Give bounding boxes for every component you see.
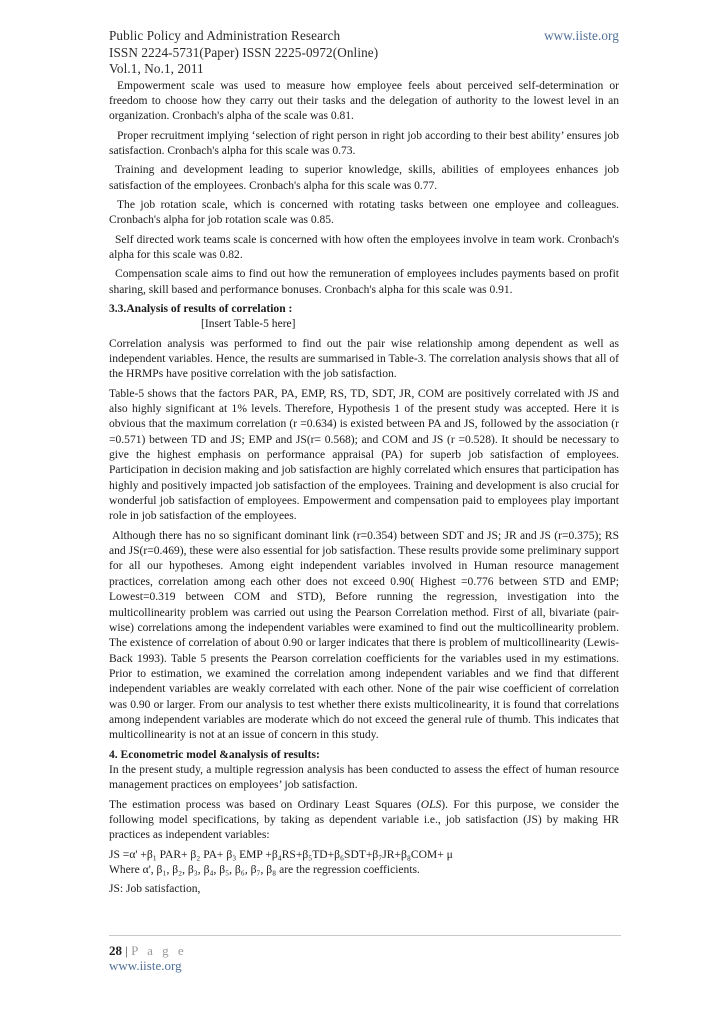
header-website-link[interactable]: www.iiste.org <box>544 28 619 43</box>
volume-line: Vol.1, No.1, 2011 <box>109 61 204 76</box>
paragraph-self-directed-teams: Self directed work teams scale is concerned with how often the employees involve in team work. Cronbach's alpha for this scale was 0.82. <box>109 233 619 261</box>
page-word: P a g e <box>131 943 187 958</box>
regression-equation: JS =α' +β₁ PAR+ β₂ PA+ β₃ EMP +β₄RS+β₅TD+β₆SDT+β₇JR+β₈COM+ μ <box>109 848 453 861</box>
paragraph-multicollinearity: Although there has no so significant dominant link (r=0.354) between SDT and JS; JR and JS (r=0.375); RS and JS(r=0.469), these were also essential for job satisfaction. These results provide some preliminary support for all our hypotheses. Among eight independent variables involved in Human resource management practices, correlation among each other does not exceed 0.90( Highest =0.776 between STD and EMP; Lowest=0.319 between COM and STD), Before running the regression, investigation into the multicollinearity problem was carried out using the Pearson Correlation method. First of all, bivariate (pair-wise) correlations among the independent variables were examined to find out the multicollinearity problem. The existence of correlation of about 0.90 or larger indicates that there is problem of multicollinearity (Lewis-Back 1993). Table 5 presents the Pearson correlation coefficients for the variables used in my estimations. Prior to estimation, we examined the correlation among independent variables and we find that different independent variables are weakly correlated with each other. None of the pair wise coefficient of correlation was 0.90 or larger. From our analysis to test whether there exists multicolinearity, it is found that correlations among independent variables are moderate which do not exceed the general rule of thumb. This indicates that multicollinearity is not at an issue of concern in this study. <box>109 529 619 742</box>
page-content <box>109 28 619 898</box>
paragraph-estimation <box>109 798 619 844</box>
table-placeholder: [Insert Table-5 here] <box>201 318 296 331</box>
estimation-text-start: The estimation process was based on Ordinary Least Squares ( <box>109 798 421 811</box>
journal-title: Public Policy and Administration Research <box>109 28 341 43</box>
page-separator: | <box>125 943 128 958</box>
page-header <box>109 28 619 78</box>
paragraph-empowerment: Empowerment scale was used to measure how employee feels about perceived self-determination or freedom to choose how they carry out their tasks and the delegation of authority to the lowest level in an organization. Cronbach's alpha of the scale was 0.81. <box>109 79 619 123</box>
coefficients-definition: Where α', β₁, β₂, β₃, β₄, β₅, β₆, β₇, β₈ are the regression coefficients. <box>109 864 420 876</box>
footer-divider <box>109 935 621 936</box>
paragraph-table5-results: Table-5 shows that the factors PAR, PA, EMP, RS, TD, SDT, JR, COM are positively correlated with JS and also highly significant at 1% levels. Therefore, Hypothesis 1 of the present study was accepted. Here it is obvious that the maximum correlation (r =0.634) is existed between PA and JS, followed by the association (r =0.571) between TD and JS; EMP and JS(r= 0.568); and COM and JS (r =0.528). It should be necessary to give the highest emphasis on performance appraisal (PA) for superb job satisfaction of employees. Participation in decision making and job satisfaction are highly correlated which ensures that participation has highly and positively impacted job satisfaction of the employees. Training and development is also crucial for wonderful job satisfaction of employees. Empowerment and compensation paid to employees play important role in job satisfaction of the employees. <box>109 387 619 523</box>
article-body <box>109 79 619 898</box>
page-number-line <box>109 943 621 958</box>
footer-website-link[interactable]: www.iiste.org <box>109 958 182 973</box>
paragraph-job-rotation: The job rotation scale, which is concerned with rotating tasks between one employee and colleagues. Cronbach's alpha for job rotation scale was 0.85. <box>109 198 619 227</box>
paragraph-recruitment: Proper recruitment implying ‘selection of right person in right job according to their best ability’ ensures job satisfaction. Cronbach's alpha for this scale was 0.73. <box>109 129 619 157</box>
paragraph-regression-intro: In the present study, a multiple regression analysis has been conducted to assess the effect of human resource management practices on employees’ job satisfaction. <box>109 763 619 792</box>
paragraph-correlation-intro: Correlation analysis was performed to find out the pair wise relationship among dependent as well as independent variables. Hence, the results are summarised in Table-3. The correlation analysis shows that all of the HRMPs have positive correlation with the job satisfaction. <box>109 337 619 381</box>
paragraph-training: Training and development leading to superior knowledge, skills, abilities of employees enhances job satisfaction of the employees. Cronbach's alpha for this scale was 0.77. <box>109 164 619 192</box>
page-footer <box>109 935 621 973</box>
section-heading-4: 4. Econometric model &analysis of results: <box>109 748 320 761</box>
js-definition: JS: Job satisfaction, <box>109 883 201 896</box>
page-number: 28 <box>109 943 122 958</box>
estimation-text-end: ). For this purpose, we consider the following model specifications, by taking as dependent variable i.e., job satisfaction (JS) by making HR practices as independent variables: <box>109 798 619 842</box>
section-heading-3-3: 3.3.Analysis of results of correlation : <box>109 302 293 315</box>
paragraph-compensation: Compensation scale aims to find out how the remuneration of employees includes payments based on profit sharing, skill based and performance bonuses. Cronbach's alpha for this scale was 0.91. <box>109 268 619 296</box>
ols-term: OLS <box>420 798 442 811</box>
issn-line: ISSN 2224-5731(Paper) ISSN 2225-0972(Online) <box>109 44 379 60</box>
